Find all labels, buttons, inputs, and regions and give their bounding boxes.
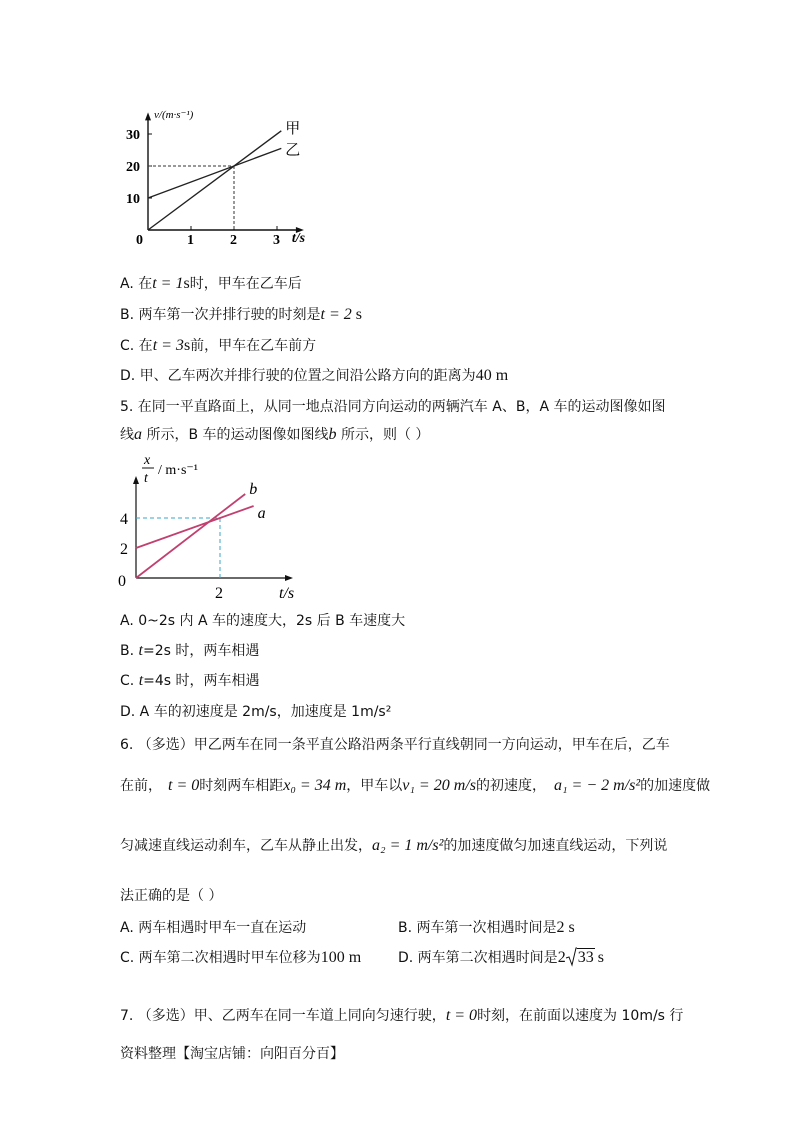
q4-option-a — [120, 274, 302, 294]
chart1-y-tick-label: 30 — [126, 128, 140, 143]
q7-math: t = 0 — [445, 1007, 478, 1024]
q6-l2e: 的加速度做 — [640, 778, 711, 794]
chart1-series — [148, 131, 281, 230]
chart1-x-tick-label: 2 — [230, 233, 237, 248]
q6-l2b: 时刻两车相距 — [199, 778, 284, 794]
chart2-y-tick-label: 0 — [118, 573, 126, 590]
q5c-pre: C. — [120, 673, 139, 689]
chart2-labels — [118, 453, 294, 602]
q4c-math: t = 3 — [152, 337, 184, 354]
q4c-suffix: 前，甲车在乙车前方 — [190, 338, 317, 354]
chart2-series-label: a — [257, 505, 266, 522]
q5b-post: =2s 时，两车相遇 — [142, 643, 260, 659]
chart1-x-tick-label: 3 — [273, 233, 280, 248]
q5-stem-line2 — [120, 425, 429, 445]
q6d-math-unit: s — [597, 949, 604, 966]
chart2-series-line — [136, 494, 245, 578]
q4b-unit: s — [355, 306, 362, 323]
q5-l2e: 所示，则（ ） — [336, 427, 430, 443]
q4-option-b — [120, 305, 362, 325]
q5c-post: =4s 时，两车相遇 — [143, 673, 260, 689]
page-footer: 资料整理【淘宝店铺：向阳百分百】 — [120, 1046, 344, 1062]
q6-stem-line3 — [120, 836, 667, 856]
q7-post: 时刻，在前面以速度为 10m/s 行 — [477, 1008, 684, 1024]
q6b-pre: B. 两车第一次相遇时间是 — [398, 920, 557, 936]
q5-stem-line1: 5. 在同一平直路面上，从同一地点沿同方向运动的两辆汽车 A、B，A 车的运动图像如图 — [120, 399, 666, 415]
q5-l2b: a — [134, 426, 142, 443]
chart2-y-arrow — [133, 476, 139, 484]
q6c-pre: C. 两车第二次相遇时甲车位移为 — [120, 950, 321, 966]
q4d-prefix: D. 甲、乙车两次并排行驶的位置之间沿公路方向的距离为 — [120, 368, 476, 384]
q5-option-b — [120, 641, 259, 661]
q6-l3a: 匀减速直线运动刹车，乙车从静止出发， — [120, 838, 372, 854]
q6-option-a: A. 两车相遇时甲车一直在运动 — [120, 920, 307, 936]
q4-option-c — [120, 336, 316, 356]
q4c-prefix: C. 在 — [120, 338, 153, 354]
chart1-x-tick-label: 0 — [136, 233, 143, 248]
q6-math-x0: x₀ = 34 m — [283, 777, 347, 794]
chart2-x-arrow — [285, 575, 293, 581]
q6d-math-radicand: 33 — [577, 949, 594, 966]
chart1-y-label: v/(m·s⁻¹) — [154, 109, 194, 121]
q6b-math: 2 s — [556, 919, 575, 936]
q6-stem-line2 — [120, 776, 710, 796]
q7-pre: 7. （多选）甲、乙两车在同一车道上同向匀速行驶， — [120, 1008, 446, 1024]
q6-l2d: 的初速度， — [475, 778, 546, 794]
q5c-t: t — [138, 672, 144, 689]
q6-l2c: ，甲车以 — [346, 778, 403, 794]
chart1-series-label: 乙 — [285, 142, 301, 159]
q5-option-a: A. 0~2s 内 A 车的速度大，2s 后 B 车速度大 — [120, 613, 406, 629]
chart2-y-label-num: x — [144, 453, 151, 468]
q4-option-d — [120, 366, 508, 386]
chart2-x-tick-label: 2 — [215, 585, 223, 602]
chart2-y-label-den: t — [144, 471, 148, 486]
q4b-math: t = 2 — [320, 306, 352, 323]
q6-math-a2: a₂ = 1 m/s² — [372, 837, 444, 854]
chart2-series-label: b — [249, 481, 258, 498]
q6-option-d — [398, 948, 604, 968]
q6d-math-coef: 2 — [557, 949, 566, 966]
chart1-series-line — [148, 131, 281, 230]
q6-math-t0: t = 0 — [168, 777, 200, 794]
q4a-prefix: A. 在 — [120, 276, 153, 292]
q4c-unit: s — [183, 337, 191, 354]
chart2-x-label: t/s — [279, 585, 295, 602]
q5-option-d: D. A 车的初速度是 2m/s，加速度是 1m/s² — [120, 704, 392, 720]
q6-l2a: 在前， — [120, 778, 162, 794]
q6-l3b: 的加速度做匀加速直线运动，下列说 — [443, 838, 668, 854]
q4d-math: 40 — [475, 367, 492, 384]
q6d-pre: D. 两车第二次相遇时间是 — [398, 950, 558, 966]
q6c-math: 100 m — [320, 949, 362, 966]
chart1-x-label: t/s — [291, 231, 306, 246]
chart1-x-tick-label: 1 — [187, 233, 194, 248]
q4a-math: t = 1 — [152, 275, 184, 292]
chart1-series-line — [148, 148, 281, 198]
xt-time-chart — [110, 452, 295, 602]
q6-stem-line4: 法正确的是（ ） — [120, 888, 223, 904]
chart2-series — [136, 494, 254, 578]
chart2-y-label-unit: / m·s⁻¹ — [158, 463, 198, 478]
q4a-unit: s — [183, 275, 190, 292]
q4a-suffix: 时，甲车在乙车后 — [189, 276, 302, 292]
q7-stem-line1 — [120, 1006, 683, 1026]
q5b-t: t — [138, 642, 143, 659]
chart2-series-line — [136, 506, 254, 548]
chart2-y-tick-label: 4 — [120, 511, 128, 528]
q5-l2d: b — [328, 426, 337, 443]
q6-stem-line1: 6. （多选）甲乙两车在同一条平直公路沿两条平行直线朝同一方向运动，甲车在后，乙车 — [120, 737, 670, 753]
q5-l2c: 所示，B 车的运动图像如图线 — [142, 427, 329, 443]
q6-option-b — [398, 918, 575, 938]
chart1-y-arrow — [145, 112, 151, 120]
sqrt-icon — [566, 948, 577, 966]
chart1-y-tick-label: 20 — [126, 160, 140, 175]
q6-math-a1: a₁ = − 2 m/s² — [553, 777, 641, 794]
q4d-unit: m — [495, 367, 509, 384]
chart2-axes — [133, 476, 293, 581]
q5-l2a: 线 — [120, 427, 134, 443]
chart2-y-tick-label: 2 — [120, 541, 128, 558]
q5b-pre: B. — [120, 643, 139, 659]
q6-option-c — [120, 948, 361, 968]
q6-math-v1: v₁ = 20 m/s — [402, 777, 476, 794]
chart1-series-label: 甲 — [285, 120, 301, 137]
velocity-time-chart — [118, 104, 328, 254]
q4b-prefix: B. 两车第一次并排行驶的时刻是 — [120, 307, 321, 323]
chart1-y-tick-label: 10 — [126, 192, 140, 207]
q5-option-c — [120, 671, 260, 691]
